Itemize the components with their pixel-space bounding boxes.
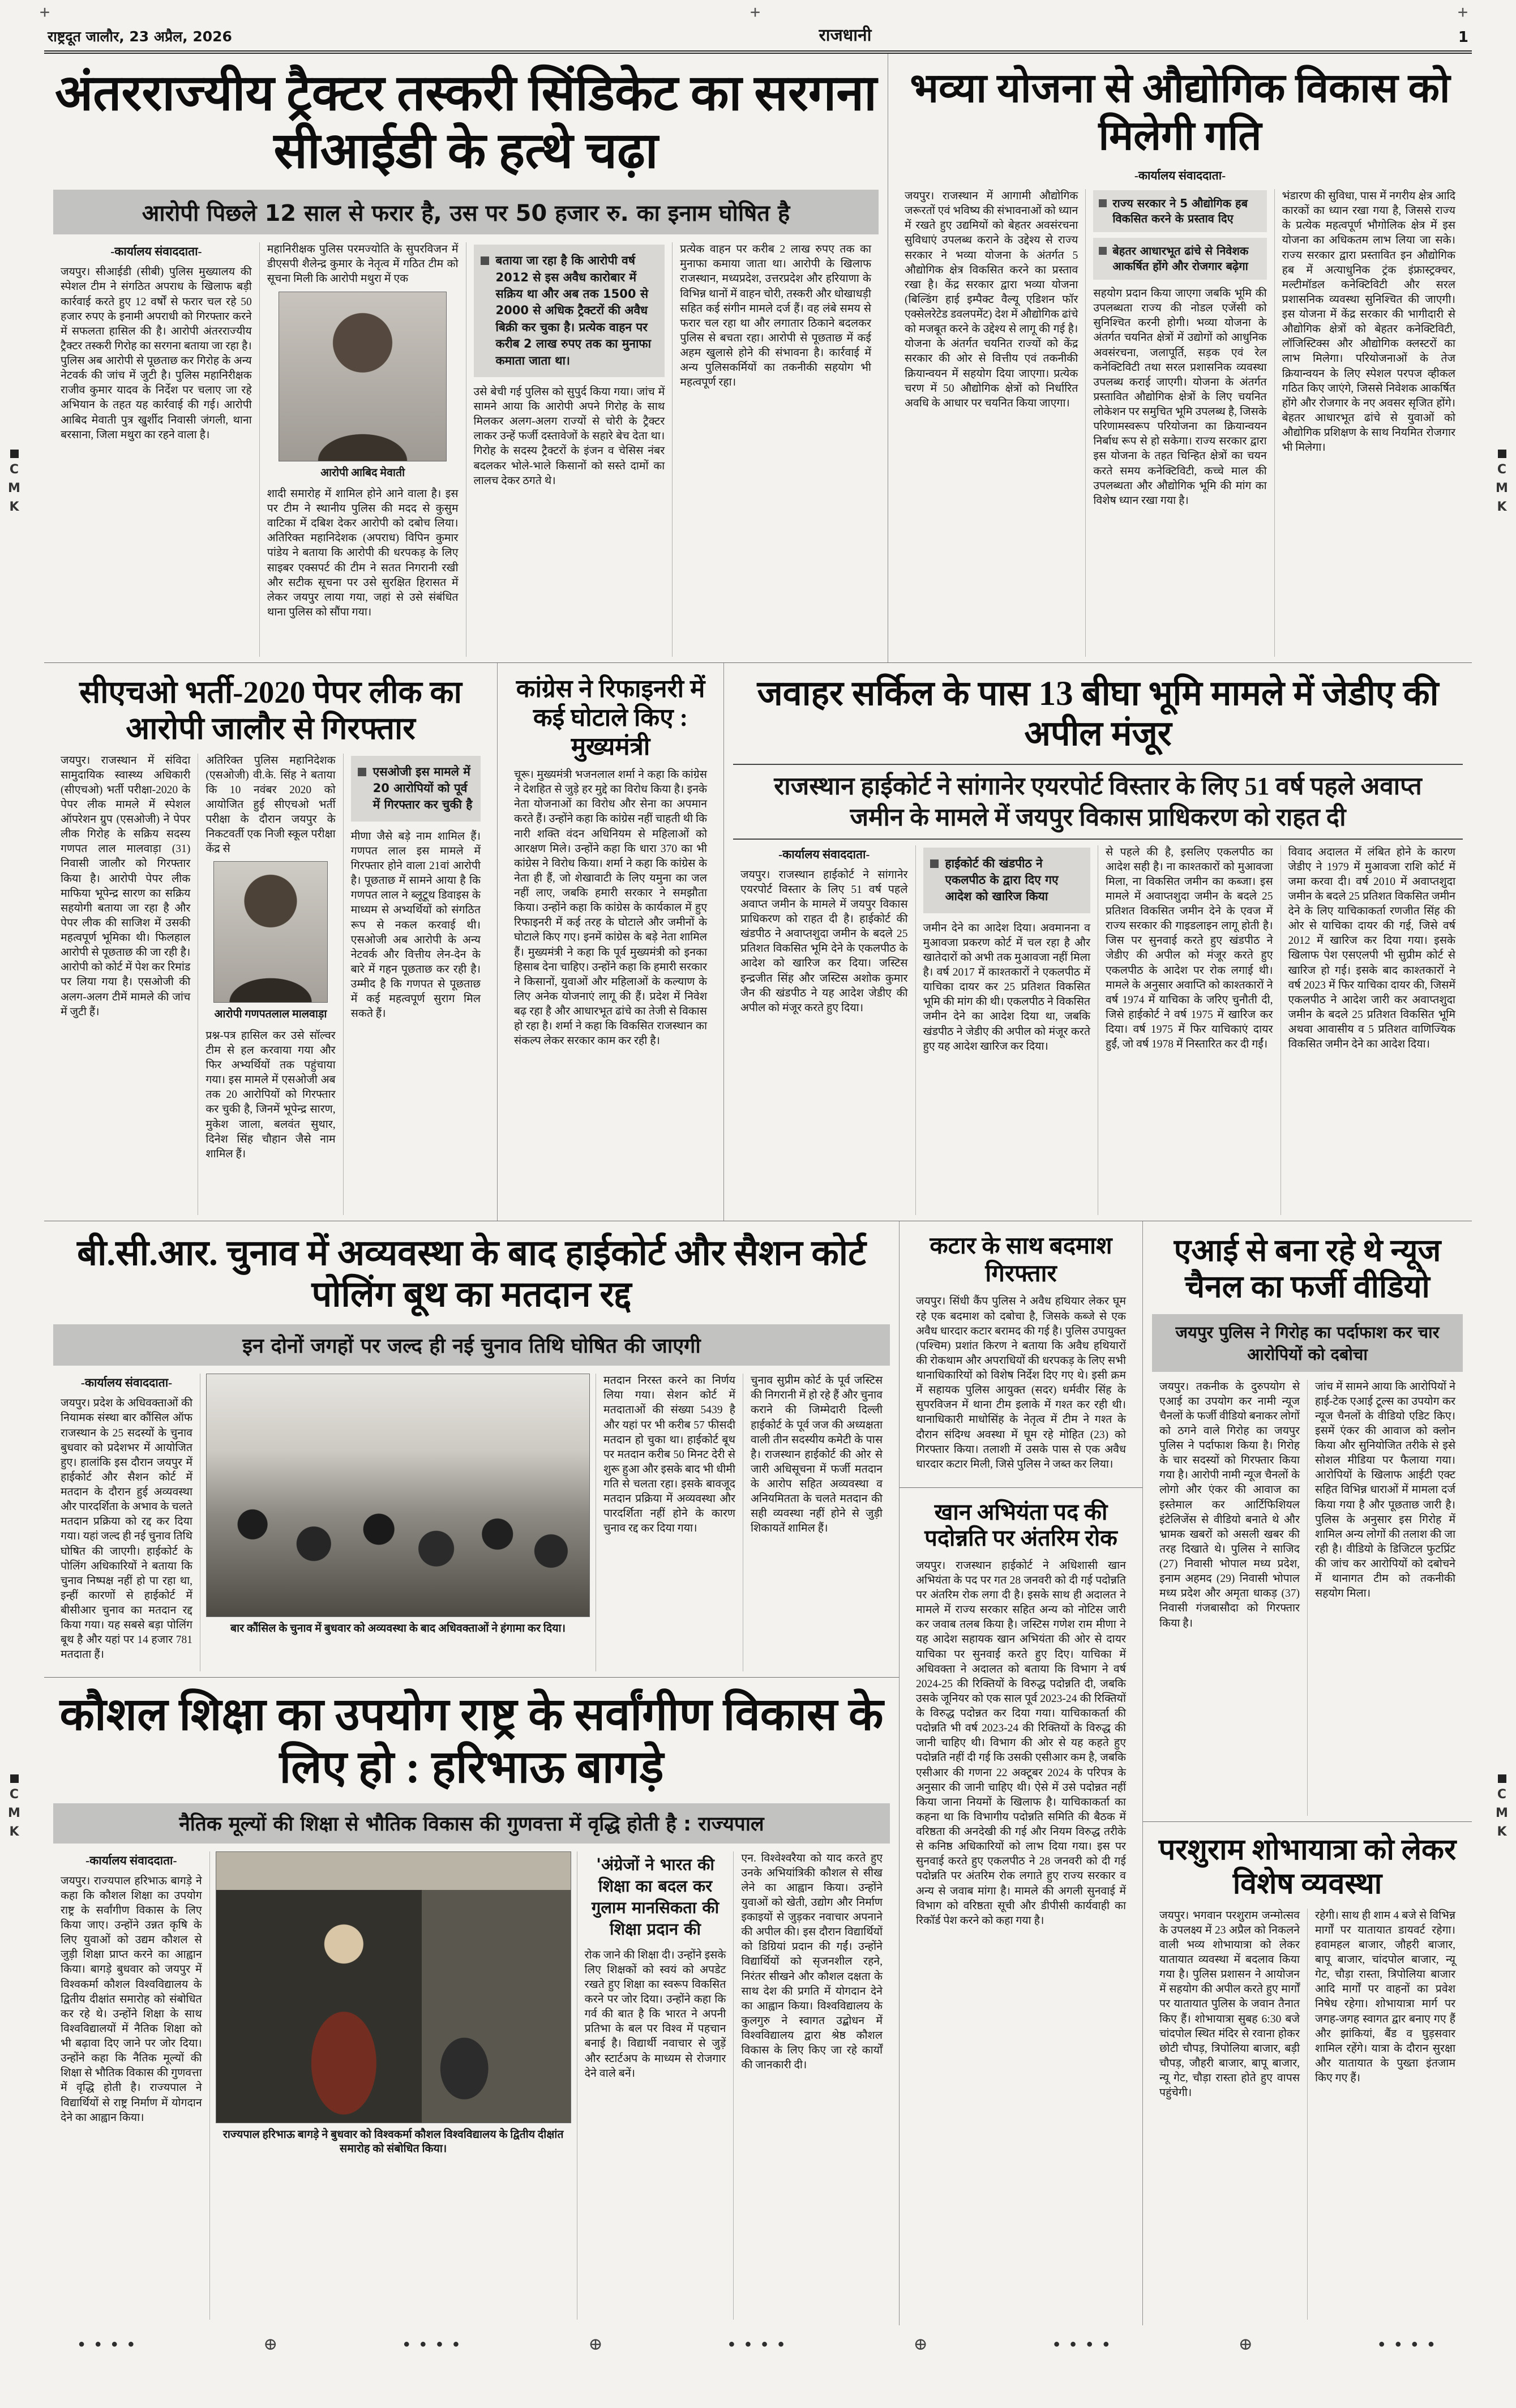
body-text: जयपुर। राजस्थान हाईकोर्ट ने अधिशासी खान अभियंता के पद पर गत 28 जनवरी को दी गई पदोन्नति पर अंतरिम रोक लगा दी है। इसके साथ ही अदालत ने मामले में राज्य सरकार सहित अन्य को नोटिस जारी कर जवाब तलब किया है। जस्टिस गणेश राम मीणा ने यह आदेश सहायक खान अभियंता की ओर से दायर याचिका पर सुनवाई करते हुए दिए। याचिका में अधिवक्ता ने अदालत को बताया कि विभाग ने वर्ष 2024-25 की रिक्तियों के विरुद्ध पदोन्नति दी, जबकि उसके जूनियर को एक साल पूर्व 2023-24 की रिक्तियों के विरुद्ध पदोन्नत कर दिया गया। याचिकाकर्ता की पदोन्नति भी वर्ष 2023-24 की रिक्तियों के विरुद्ध की जानी चाहिए थी। विभाग की ओर से यह कहते हुए पदोन्नति नहीं दी गई कि उसकी एसीआर कम है, जबकि एसीआर की गणना 22 अक्टूबर 2024 के परिपत्र के अनुसार की जानी चाहिए थी। ऐसे में उसे पदोन्नत नहीं किया जाना नियमों के खिलाफ है। याचिकाकर्ता का कहना था कि विभागीय पदोन्नति समिति की बैठक में वरिष्ठता की अनदेखी की गई और नियम विरुद्ध तरीके से कनिष्ठ अधिकारियों को लाभ दिया गया। इस पर सुनवाई करते हुए एकलपीठ ने 28 जनवरी को दी गई पदोन्नति पर अंतरिम रोक लगाते हुए राज्य सरकार व अन्य से जवाब मांगा है। मामले की अगली सुनवाई में विभाग को वरिष्ठता सूची और डीपीसी कार्यवाही का रिकॉर्ड पेश करने को कहा गया है। (916, 1559, 1126, 1927)
cmyk-letter-m: M (1496, 1806, 1508, 1820)
body-text: मतदान निरस्त करने का निर्णय लिया गया। सेशन कोर्ट में मतदाताओं की संख्या 5439 है और यहां पर भी करीब 57 फीसदी मतदान हो चुका था। हाईकोर्ट बूथ पर मतदान करीब 50 मिनट देरी से शुरू हुआ और इसके बाद भी धीमी गति से चलता रहा। इसके बावजूद मतदान प्रक्रिया में अव्यवस्था और पारदर्शिता नहीं होने के कारण चुनाव रद्द कर दिया गया। (603, 1375, 735, 1535)
body-text: जयपुर। प्रदेश के अधिवक्ताओं की नियामक संस्था बार कौंसिल ऑफ राजस्थान के 25 सदस्यों के चुनाव बुधवार को प्रदेशभर में आयोजित हुए। हालांकि इस दौरान जयपुर में हाईकोर्ट और सैशन कोर्ट में मतदान के दौरान हुई अव्यवस्था और पारदर्शिता के अभाव के चलते मतदान प्रक्रिया को रद्द कर दिया गया। यहां जल्द ही नई चुनाव तिथि घोषित की जाएगी। हाईकोर्ट के पोलिंग अधिकारियों ने बताया कि चुनाव निष्पक्ष नहीं हो पा रहा था, इन्हीं कारणों से हाईकोर्ट में बीसीआर चुनाव का मतदान रद्द किया गया। यह सबसे बड़ा पोलिंग बूथ है और यहां पर 14 हजार 781 मतदाता हैं। (61, 1397, 192, 1661)
headline: सीएचओ भर्ती-2020 पेपर लीक का आरोपी जालौर से गिरफ्तार (79, 675, 462, 746)
square-bullet-icon (358, 768, 366, 776)
subheadline-band: आरोपी पिछले 12 साल से फरार है, उस पर 50 हजार रु. का इनाम घोषित है (53, 190, 879, 234)
registration-mark-icon: ⊕ (913, 2335, 928, 2354)
highlight-box (351, 756, 481, 822)
cmyk-letter-c: C (9, 463, 19, 477)
cmyk-letter-k: K (1497, 1825, 1507, 1839)
cmyk-letter-k: K (1497, 500, 1507, 514)
headline: जवाहर सर्किल के पास 13 बीघा भूमि मामले में जेडीए की अपील मंजूर (757, 675, 1439, 753)
crop-mark-top-right: + (1458, 2, 1468, 22)
body-column (343, 754, 488, 1215)
subheadline: राजस्थान हाईकोर्ट ने सांगानेर एयरपोर्ट विस्तार के लिए 51 वर्ष पहले अवाप्त जमीन के मामले में जयपुर विकास प्राधिकरण को राहत दी (733, 764, 1463, 840)
bullet-text: बेहतर आधारभूत ढांचे से निवेशक आकर्षित होंगे और रोजगार बढ़ेगा (1112, 244, 1249, 273)
article-ai-fake-videos (1143, 1221, 1472, 1821)
registration-mark-icon: ⊕ (588, 2335, 603, 2354)
newspaper-page (44, 19, 1472, 2354)
highlight-box (474, 245, 665, 377)
body-text: भंडारण की सुविधा, पास में नगरीय क्षेत्र आदि कारकों का ध्यान रखा गया है, जिससे राज्य के प्रत्येक महत्वपूर्ण भौगोलिक क्षेत्र में इस योजना का अधिकतम लाभ लिया जा सके। राज्य सरकार द्वारा प्रस्तावित इन औद्योगिक हब में अत्याधुनिक ट्रंक इंफ्रास्ट्रक्चर, मल्टीमॉडल कनेक्टिविटी और सरल प्रशासनिक व्यवस्था सुनिश्चित की जाएगी। इस योजना में केंद्र सरकार की भागीदारी से औद्योगिक क्षेत्रों को बेहतर कनेक्टिविटी, लॉजिस्टिक्स और औद्योगिक क्लस्टरों का लाभ मिलेगा। परियोजनाओं के तेज क्रियान्वयन के लिए स्पेशल परपज व्हीकल गठित किए जाएंगे, जिससे निवेशक आकर्षित होंगे और रोजगार के नए अवसर सृजित होंगे। बेहतर आधारभूत ढांचे से युवाओं को औद्योगिक प्रशिक्षण के साथ नियमित रोजगार भी मिलेगा। (1282, 190, 1455, 454)
headline: कांग्रेस ने रिफाइनरी में कई घोटाले किए : मुख्यमंत्री (516, 675, 705, 761)
headline: कौशल शिक्षा का उपयोग राष्ट्र के सर्वांगीण विकास के लिए हो : हरिभाऊ बागड़े (59, 1690, 884, 1793)
headline: परशुराम शोभायात्रा को लेकर विशेष व्यवस्था (1158, 1834, 1457, 1901)
photo-block (209, 1851, 577, 2320)
body-column (1152, 1380, 1307, 1816)
square-bullet-icon (930, 859, 939, 868)
body-column (1085, 189, 1274, 657)
body-column (53, 1374, 200, 1671)
body-text: जयपुर। सीआईडी (सीबी) पुलिस मुख्यालय की स्पेशल टीम ने संगठित अपराध के खिलाफ बड़ी कार्रवाई करते हुए 12 वर्षों से फरार चल रहे 50 हजार रुपए के इनामी अपराधी को गिरफ्तार करने में सफलता हासिल की है। आरोपी अंतरराज्यीय ट्रैक्टर तस्करी गिरोह का सरगना बताया जा रहा है। पुलिस अब आरोपी से पूछताछ कर गिरोह के अन्य नेटवर्क की जांच में जुटी है। पुलिस महानिरीक्षक राजीव कुमार यादव के निर्देश पर चलाए जा रहे अभियान के तहत यह कार्रवाई की गई। आरोपी आबिद मेवाती पुत्र खुर्शीद निवासी जंगली, थाना बरसाना, जिला मथुरा का रहने वाला है। (61, 266, 252, 441)
registration-mark-icon: ⊕ (1238, 2335, 1253, 2354)
body-column (466, 242, 673, 657)
photo-block (200, 1374, 596, 1671)
headline: कटार के साथ बदमाश गिरफ्तार (930, 1233, 1112, 1287)
section-title: राजधानी (819, 25, 872, 45)
bullet-item (1093, 238, 1266, 280)
calibration-dots: ● ● ● ● (403, 2338, 463, 2350)
registration-square (1498, 1774, 1506, 1783)
photo-caption: आरोपी आबिद मेवाती (320, 467, 405, 479)
body-text: उसे बेची गई पुलिस को सुपुर्द किया गया। जांच में सामने आया कि आरोपी अपने गिरोह के साथ मिलकर अलग-अलग राज्यों से चोरी के ट्रैक्टर लाकर उन्हें फर्जी दस्तावेजों के सहारे बेच देता था। गिरोह के सदस्य ट्रैक्टरों के इंजन व चेसिस नंबर बदलकर भोले-भाले किसानों को सस्ते दामों का लालच देकर ठगते थे। (473, 386, 665, 487)
body-text: रोक जाने की शिक्षा दी। उन्होंने इसके लिए शिक्षकों को स्वयं को अपडेट रखते हुए शिक्षा का स्वरूप विकसित करने पर जोर दिया। उन्होंने कहा कि गर्व की बात है कि भारत ने अपनी प्रतिभा के बल पर विश्व में पहचान बनाई है। विद्यार्थी नवाचार से जुड़ें और स्टार्टअप के माध्यम से रोजगार देने वाले बनें। (584, 1949, 726, 2080)
body-column (1281, 845, 1463, 1216)
photo-caption: राज्यपाल हरिभाऊ बागड़े ने बुधवार को विश्वकर्मा कौशल विश्वविद्यालय के द्वितीय दीक्षांत समारोह को संबोधित किया। (222, 2128, 564, 2155)
body-text: प्रत्येक वाहन पर करीब 2 लाख रुपए तक का मुनाफा कमाया जाता था। आरोपी के खिलाफ राजस्थान, मध्यप्रदेश, उत्तरप्रदेश और हरियाणा के विभिन्न थानों में वाहन चोरी, तस्करी और धोखाधड़ी सहित कई संगीन मामले दर्ज हैं। वह लंबे समय से फरार चल रहा था और लगातार ठिकाने बदलकर पुलिस से बचता रहा। आरोपी से पूछताछ में कई अहम खुलासे होने की संभावना है। कार्रवाई में अन्य पुलिसकर्मियों का तकनीकी सहयोग भी महत्वपूर्ण रहा। (680, 243, 871, 389)
body-text: एन. विश्वेश्वरैया को याद करते हुए उनके अभियांत्रिकी कौशल से सीख लेने का आह्वान किया। उन्होंने युवाओं को खेती, उद्योग और निर्माण इकाइयों से जुड़कर नवाचार अपनाने की अपील की। इस दौरान विद्यार्थियों को डिग्रियां प्रदान की गईं। उन्होंने विद्यार्थियों को सृजनशील रहने, निरंतर सीखने और कौशल दक्षता के साथ देश की प्रगति में योगदान देने का आह्वान किया। विश्वविद्यालय के कुलगुरु ने स्वागत उद्बोधन में विश्वविद्यालय द्वारा श्रेष्ठ कौशल विकास के लिए किए जा रहे कार्यों की जानकारी दी। (741, 1852, 883, 2072)
crop-mark-top-left: + (40, 2, 50, 22)
body-column (743, 1374, 890, 1671)
bullet-item (1093, 190, 1266, 232)
body-column (259, 242, 466, 657)
calibration-dots: ● ● ● ● (728, 2338, 788, 2350)
body-column (198, 754, 342, 1215)
photo-caption: बार कौंसिल के चुनाव में बुधवार को अव्यवस्था के बाद अधिवक्ताओं ने हंगामा कर दिया। (230, 1623, 566, 1635)
edition-dateline: राष्ट्रदूत जालौर, 23 अप्रैल, 2026 (48, 28, 232, 45)
body-column (53, 754, 198, 1215)
highlight-text: एसओजी इस मामले में 20 आरोपियों को पूर्व में गिरफ्तार कर चुकी है (372, 764, 473, 812)
body-text: जयपुर। भगवान परशुराम जन्मोत्सव के उपलक्ष्य में 23 अप्रैल को निकलने वाली भव्य शोभायात्रा को लेकर यातायात व्यवस्था में बदलाव किया गया है। पुलिस प्रशासन ने आयोजन में सहयोग की अपील करते हुए मार्गों पर यातायात पुलिस के जवान तैनात किए हैं। शोभायात्रा सुबह 6:30 बजे चांदपोल स्थित मंदिर से रवाना होकर छोटी चौपड़, त्रिपोलिया बाजार, बड़ी चौपड़, जौहरी बाजार, बापू बाजार, न्यू गेट, चौड़ा रास्ता होते हुए वापस पहुंचेगी। (1159, 1909, 1300, 2099)
body-column (672, 242, 879, 657)
cmyk-strip-right-lower (1492, 1772, 1511, 1841)
headline: अंतरराज्यीय ट्रैक्टर तस्करी सिंडिकेट का सरगना सीआईडी के हत्थे चढ़ा (55, 66, 877, 179)
body-text: चुनाव सुप्रीम कोर्ट के पूर्व जस्टिस की निगरानी में हो रहे हैं और चुनाव कराने की जिम्मेदारी दिल्ली हाईकोर्ट के पूर्व जज की अध्यक्षता वाली तीन सदस्यीय कमेटी के पास है। राजस्थान हाईकोर्ट की ओर से जारी अधिसूचना में फर्जी मतदान के आरोप सहित अव्यवस्था व अनियमितता के चलते मतदान की सही व्यवस्था नहीं होने से जुड़ी शिकायतें शामिल हैं। (751, 1375, 883, 1535)
body-text: जयपुर। तकनीक के दुरुपयोग से एआई का उपयोग कर नामी न्यूज चैनलों के फर्जी वीडियो बनाकर लोगों को ठगने वाले गिरोह का जयपुर पुलिस ने पर्दाफाश किया है। गिरोह के चार सदस्यों को गिरफ्तार किया गया है। आरोपी नामी न्यूज चैनलों के लोगो और एंकर की आवाज का इस्तेमाल कर आर्टिफिशियल इंटेलिजेंस से वीडियो बनाते थे और भ्रामक खबरों को असली खबर की तरह दिखाते थे। पुलिस ने साजिद (27) निवासी भोपाल मध्य प्रदेश, इनाम अहमद (29) निवासी भोपाल मध्य प्रदेश और अमृता धाकड़ (37) निवासी गंजबासौदा को गिरफ्तार किया है। (1159, 1380, 1300, 1629)
highlight-text: बताया जा रहा है कि आरोपी वर्ष 2012 से इस अवैध कारोबार में सक्रिय था और अब तक 1500 से 2000 से अधिक ट्रैक्टरों की अवैध बिक्री कर चुका है। प्रत्येक वाहन पर करीब 2 लाख रुपए तक का मुनाफा कमाता जाता था। (495, 254, 652, 367)
body-column (733, 1851, 890, 2320)
highlight-bullets (1093, 190, 1266, 280)
body-text: जयपुर। राजस्थान हाईकोर्ट ने सांगानेर एयरपोर्ट विस्तार के लिए 51 वर्ष पहले अवाप्त जमीन के मामले में जयपुर विकास प्राधिकरण को राहत दी है। हाईकोर्ट की खंडपीठ ने अवाप्तशुदा जमीन के बदले 25 प्रतिशत विकसित भूमि देने के एकलपीठ के आदेश को खारिज कर दिया। जस्टिस इन्द्रजीत सिंह और जस्टिस अशोक कुमार जैन की खंडपीठ ने यह आदेश जेडीए की अपील को मंजूर करते हुए दिया। (740, 869, 908, 1014)
square-bullet-icon (481, 256, 489, 265)
body-column (915, 845, 1098, 1216)
crowd-photo (206, 1374, 590, 1617)
crop-mark-top-center: + (750, 2, 761, 22)
body-text: जमीन देने का आदेश दिया। अवमानना व मुआवजा प्रकरण कोर्ट में चल रहा है और खातेदारों को अभी तक मुआवजा नहीं मिला है। वर्ष 2017 में काश्तकारों ने एकलपीठ में याचिका दायर कर 25 प्रतिशत विकसित भूमि की मांग की थी। एकलपीठ ने विकसित जमीन देने का आदेश दिया था, जबकि खंडपीठ ने जेडीए की अपील को मंजूर करते हुए यह आदेश खारिज कर दिया। (923, 922, 1090, 1053)
article-mine-engineer-promotion (900, 1488, 1142, 2325)
headline: बी.सी.आर. चुनाव में अव्यवस्था के बाद हाईकोर्ट और सैशन कोर्ट पोलिंग बूथ का मतदान रद्द (77, 1233, 866, 1315)
cmyk-letter-c: C (1497, 463, 1507, 477)
body-text: विवाद अदालत में लंबित होने के कारण जेडीए ने 1979 में मुआवजा राशि कोर्ट में जमा करवा दी। वर्ष 2010 में अवाप्तशुदा जमीन के बदले 25 प्रतिशत विकसित जमीन देने के लिए याचिकाकर्ता रणजीत सिंह की ओर से याचिका दायर की गई, जिसे वर्ष 2012 में खारिज कर दिया गया। इसके खिलाफ पेश एसएलपी भी सुप्रीम कोर्ट से खारिज हो गई। इसके बाद काश्तकारों ने वर्ष 2023 में फिर याचिका दायर की, जिसमें एकलपीठ ने आदेश जारी कर अवाप्तशुदा जमीन के बदले 25 प्रतिशत विकसित भूमि अथवा आवासीय व 5 प्रतिशत वाणिज्यिक विकसित जमीन देने का आदेश दिया। (1288, 846, 1455, 1051)
body-text: जांच में सामने आया कि आरोपियों ने हाई-टेक एआई टूल्स का उपयोग कर न्यूज चैनलों के वीडियो एडिट किए। इसमें एंकर की आवाज को क्लोन किया और सुनियोजित तरीके से इसे सोशल मीडिया पर फैलाया गया। आरोपियों के खिलाफ आईटी एक्ट सहित विभिन्न धाराओं में मामला दर्ज किया गया है और पूछताछ जारी है। पुलिस के अनुसार इस गिरोह में शामिल अन्य लोगों की तलाश की जा रही है। वीडियो के डिजिटल फुटप्रिंट की जांच कर आरोपियों को दबोचने में थानागत टीम को तकनीकी सहयोग मिला। (1315, 1380, 1455, 1600)
registration-square (10, 1774, 19, 1783)
article-cho-paper-leak (44, 663, 497, 1221)
body-column (1307, 1909, 1463, 2320)
page-number: 1 (1458, 29, 1468, 46)
square-bullet-icon (1099, 247, 1107, 255)
body-text: रहेगी। साथ ही शाम 4 बजे से विभिन्न मार्गों पर यातायात डायवर्ट रहेगा। हवामहल बाजार, जौहरी बाजार, बापू बाजार, चांदपोल बाजार, न्यू गेट, चौड़ा रास्ता, त्रिपोलिया बाजार आदि मार्गों पर वाहनों का प्रवेश निषेध रहेगा। शोभायात्रा मार्ग पर जगह-जगह स्वागत द्वार बनाए गए हैं और झांकियां, बैंड व घुड़सवार शामिल रहेंगे। यात्रा के दौरान सुरक्षा और यातायात के पुख्ता इंतजाम किए गए हैं। (1315, 1909, 1455, 2084)
article-dagger-arrest (900, 1221, 1142, 1487)
byline: -कार्यालय संवाददाता- (778, 847, 870, 861)
headline: भव्या योजना से औद्योगिक विकास को मिलेगी गति (910, 66, 1450, 159)
calibration-dots: ● ● ● ● (1053, 2338, 1113, 2350)
body-text: अतिरिक्त पुलिस महानिदेशक (एसओजी) वी.के. सिंह ने बताया कि 10 नवंबर 2020 को आयोजित हुई सीएचओ भर्ती परीक्षा के दौरान जयपुर के निकटवर्ती एक निजी स्कूल परीक्षा केंद्र से (205, 754, 336, 856)
photo-caption: आरोपी गणपतलाल मालवाड़ा (214, 1008, 327, 1021)
registration-mark-icon: ⊕ (263, 2335, 278, 2354)
masthead (44, 19, 1472, 54)
bullet-text: राज्य सरकार ने 5 औद्योगिक हब विकसित करने के प्रस्ताव दिए (1112, 196, 1248, 226)
cmyk-letter-k: K (9, 1825, 19, 1839)
body-text: जयपुर। राज्यपाल हरिभाऊ बागड़े ने कहा कि कौशल शिक्षा का उपयोग राष्ट्र के सर्वांगीण विकास के लिए किया जाए। उन्होंने उन्नत कृषि के लिए युवाओं को उद्यम कौशल से जुड़ी शिक्षा प्राप्त करने का आह्वान किया। बागड़े बुधवार को जयपुर में विश्वकर्मा कौशल विश्वविद्यालय के द्वितीय दीक्षांत समारोह को संबोधित कर रहे थे। उन्होंने शिक्षा के साथ विश्वविद्यालयों में नैतिक शिक्षा को भी बढ़ावा दिए जाने पर जोर दिया। उन्होंने कहा कि नैतिक मूल्यों की शिक्षा से भौतिक विकास की गुणवत्ता में वृद्धि होती है। राज्यपाल ने विद्यार्थियों से राष्ट्र निर्माण में योगदान देने का आह्वान किया। (61, 1875, 202, 2124)
highlight-text: हाईकोर्ट की खंडपीठ ने एकलपीठ के द्वारा दिए गए आदेश को खारिज किया (945, 856, 1059, 904)
body-column (507, 768, 714, 1215)
article-tractor-smuggling (44, 54, 888, 662)
mugshot-photo (213, 861, 328, 1003)
governor-speech-photo (216, 1851, 571, 2123)
body-column (897, 189, 1085, 657)
body-column (53, 242, 259, 657)
byline: -कार्यालय संवाददाता- (1134, 169, 1226, 183)
cmyk-strip-left-upper (5, 447, 24, 516)
cmyk-letter-c: C (9, 1787, 19, 1802)
body-text: जयपुर। राजस्थान में संविदा सामुदायिक स्वास्थ्य अधिकारी (सीएचओ) भर्ती परीक्षा-2020 के पेपर लीक मामले में स्पेशल ऑपरेशन ग्रुप (एसओजी) ने पेपर लीक गिरोह के सक्रिय सदस्य गणपत लाल मालवाड़ा (31) निवासी जालौर को गिरफ्तार किया है। आरोपी पेपर लीक माफिया भूपेन्द्र सारण का सक्रिय सहयोगी बताया जा रहा है और पेपर लीक की साजिश में उसकी महत्वपूर्ण भूमिका थी। फिलहाल आरोपी से पूछताछ की जा रही है। आरोपी को कोर्ट में पेश कर रिमांड पर लिया गया है। एसओजी की अलग-अलग टीमें मामले की जांच में जुटी हैं। (61, 754, 191, 1018)
byline: -कार्यालय संवाददाता- (80, 1376, 173, 1390)
body-text: प्रश्न-पत्र हासिल कर उसे सॉल्वर टीम से हल करवाया गया और फिर अभ्यर्थियों तक पहुंचाया गया। इस मामले में एसओजी अब तक 20 आरोपियों को गिरफ्तार कर चुकी है, जिनमें भूपेन्द्र सारण, मुकेश जाला, बलवंत सुथार, दिनेश सिंह चौहान जैसे नाम शामिल हैं। (205, 1029, 336, 1160)
headline: खान अभियंता पद की पदोन्नति पर अंतरिम रोक (924, 1499, 1117, 1551)
body-column (1098, 845, 1281, 1216)
body-column (577, 1851, 734, 2320)
byline: -कार्यालय संवाददाता- (85, 1853, 177, 1867)
body-column (1307, 1380, 1463, 1816)
subheadline-band: जयपुर पुलिस ने गिरोह का पर्दाफाश कर चार आरोपियों को दबोचा (1152, 1314, 1463, 1372)
body-column (909, 1294, 1133, 1482)
registration-square (1498, 450, 1506, 458)
body-column (733, 845, 915, 1216)
article-skill-education (44, 1678, 899, 2325)
cmyk-letter-m: M (8, 481, 20, 495)
highlight-box (923, 848, 1091, 913)
body-text: मीणा जैसे बड़े नाम शामिल हैं। गणपत लाल इस मामले में गिरफ्तार होने वाला 21वां आरोपी है। पूछताछ में सामने आया है कि गणपत लाल ने ब्लूटूथ डिवाइस के माध्यम से अभ्यर्थियों को संगठित रूप से नकल करवाई थी। एसओजी अब आरोपी के अन्य नेटवर्क और वित्तीय लेन-देन के बारे में गहन पूछताछ कर रही है। उम्मीद है कि गणपत से पूछताछ में कई महत्वपूर्ण सुराग मिल सकते हैं। (350, 830, 481, 1020)
calibration-dots: ● ● ● ● (1378, 2338, 1438, 2350)
body-text: शादी समारोह में शामिल होने आने वाला है। इस पर टीम ने स्थानीय पुलिस की मदद से कुसुम वाटिका में दबिश देकर आरोपी को दबोच लिया। अतिरिक्त महानिदेशक (अपराध) विपिन कुमार पांडेय ने बताया कि आरोपी की धरपकड़ के लिए साइबर एक्सपर्ट की टीम ने सतत निगरानी रखी और सटीक सूचना पर उसे सुरक्षित हिरासत में लेकर जयपुर लाया गया, जहां से उसे संबंधित थाना पुलिस को सौंपा गया। (267, 487, 459, 618)
cmyk-letter-m: M (8, 1806, 20, 1820)
body-text: जयपुर। राजस्थान में आगामी औद्योगिक जरूरतों एवं भविष्य की संभावनाओं को ध्यान में रखते हुए उद्यमियों को बेहतर अवसंरचना सुविधाएं उपलब्ध कराने के उद्देश्य से राज्य सरकार ने भव्या योजना के अंतर्गत 5 औद्योगिक क्षेत्र विकसित करने का प्रस्ताव रखा है। केंद्र सरकार द्वारा भव्या योजना (बिल्डिंग हाई इम्पैक्ट वैल्यू एडिशन फॉर एक्सेलरेटेड डवलपमेंट) देश में औद्योगिक ढांचे को मजबूत करने के उद्देश्य से लागू की गई है। योजना के अंतर्गत चयनित राज्यों को केंद्र सरकार की ओर से वित्तीय एवं तकनीकी क्रियान्वयन में सहयोग दिया जाएगा। प्रत्येक चरण में 50 औद्योगिक क्षेत्रों को निर्धारित अवधि के आधार पर चयनित किया जाएगा। (905, 190, 1078, 409)
body-text: जयपुर। सिंधी कैंप पुलिस ने अवैध हथियार लेकर घूम रहे एक बदमाश को दबोचा है, जिसके कब्जे से एक अवैध धारदार कटार बरामद की गई है। पुलिस उपायुक्त (पश्चिम) प्रशांत किरण ने बताया कि अवैध हथियारों की रोकथाम और अपराधियों की धरपकड़ के लिए सभी थानाधिकारियों को विशेष निर्देश दिए गए थे। इसी क्रम में सहायक पुलिस आयुक्त (सदर) धर्मवीर सिंह के सुपरविजन में थाना टीम इलाके में गश्त कर रही थी। थानाधिकारी माधोसिंह के नेतृत्व में टीम ने गश्त के दौरान संदिग्ध अवस्था में घूम रहे मोहित (23) को गिरफ्तार किया। तलाशी में उसके पास से एक अवैध धारदार कटार मिली, जिसे पुलिस ने जब्त कर लिया। (916, 1295, 1126, 1470)
subheadline-band: इन दोनों जगहों पर जल्द ही नई चुनाव तिथि घोषित की जाएगी (53, 1324, 890, 1366)
registration-square (10, 450, 19, 458)
body-column (1274, 189, 1463, 657)
square-bullet-icon (1099, 199, 1107, 207)
article-parshuram-procession (1143, 1822, 1472, 2325)
body-text: से पहले की है, इसलिए एकलपीठ का आदेश सही है। ना काश्तकारों को मुआवजा मिला, ना विकसित जमीन का कब्जा। इस मामले में अवाप्तशुदा जमीन के बदले 25 प्रतिशत विकसित जमीन देने के एवज में राज्य सरकार की गाइडलाइन लागू होती है। जिस पर सुनवाई करते हुए खंडपीठ ने जेडीए की अपील को मंजूर करते हुए एकलपीठ के आदेश पर रोक लगाई थी। मामले के अनुसार अवाप्ति को काश्तकारों ने वर्ष 1974 में याचिका के जरिए चुनौती दी, जिसे हाईकोर्ट ने वर्ष 1975 में खारिज कर दिया। वर्ष 1975 में फिर याचिकाएं दायर हुईं, जो वर्ष 1978 में निस्तारित कर दी गईं। (1106, 846, 1273, 1051)
body-text: महानिरीक्षक पुलिस परमज्योति के सुपरविजन में डीएसपी शैलेन्द्र कुमार के नेतृत्व में गठित टीम को सूचना मिली कि आरोपी मथुरा में एक (267, 243, 459, 285)
body-column (596, 1374, 743, 1671)
body-text: सहयोग प्रदान किया जाएगा जबकि भूमि की उपलब्धता राज्य की नोडल एजेंसी को सुनिश्चित करनी होगी। भव्या योजना के अंतर्गत चयनित क्षेत्रों में उद्योगों को आधुनिक अवसंरचना, जलापूर्ति, सड़क एवं रेल कनेक्टिविटी तथा सरल प्रशासनिक व्यवस्था उपलब्ध कराई जाएगी। योजना के अंतर्गत प्रस्तावित औद्योगिक क्षेत्रों के लिए चयनित लोकेशन पर समुचित भूमि उपलब्ध है, जिसके परिणामस्वरूप परियोजना का क्रियान्वयन निर्बाध रूप से हो सकेगा। राज्य सरकार द्वारा इस योजना के तहत चिन्हित क्षेत्रों का चयन करते समय कनेक्टिविटी, कच्चे माल की उपलब्धता और औद्योगिक भूमि की मांग का विशेष ध्यान रखा गया है। (1093, 288, 1267, 507)
cmyk-letter-m: M (1496, 481, 1508, 495)
subheadline-band: नैतिक मूल्यों की शिक्षा से भौतिक विकास की गुणवत्ता में वृद्धि होती है : राज्यपाल (53, 1803, 890, 1844)
article-jda-appeal (723, 663, 1472, 1221)
body-column (53, 1851, 209, 2320)
cmyk-letter-k: K (9, 500, 19, 514)
article-bcr-election (44, 1221, 899, 1677)
calibration-dots: ● ● ● ● (78, 2338, 138, 2350)
cmyk-strip-left-lower (5, 1772, 24, 1841)
body-column (909, 1559, 1133, 2320)
cmyk-strip-right-upper (1492, 447, 1511, 516)
body-column (1152, 1909, 1307, 2320)
body-text: चूरू। मुख्यमंत्री भजनलाल शर्मा ने कहा कि कांग्रेस ने देशहित से जुड़े हर मुद्दे का विरोध किया है। इनके नेता योजनाओं का विरोध और सेना का अपमान करते हैं। उन्होंने कहा कि कांग्रेस नहीं चाहती थी कि नारी शक्ति वंदन अधिनियम से महिलाओं को आरक्षण मिले। उन्होंने कहा कि धारा 370 का भी कांग्रेस ने विरोध किया। शर्मा ने कहा कि कांग्रेस के नेता ही हैं, जो शेखावाटी के लिए यमुना का जल नहीं लाए, जबकि हमारी सरकार ने समझौता किया। उन्होंने कहा कि कांग्रेस के कार्यकाल में हुए रिफाइनरी में कई तरह के घोटाले और जमीनों के घोटाले किए गए। इनमें कांग्रेस के बड़े नेता शामिल हैं। मुख्यमंत्री ने कहा कि पूर्व मुख्यमंत्री को इनका हिसाब देना चाहिए। उन्होंने कहा कि हमारी सरकार ने किसानों, युवाओं और महिलाओं के कल्याण के लिए अनेक योजनाएं लागू की हैं। प्रदेश में निवेश बढ़ रहा है और आधारभूत ढांचे का तेजी से विकास हो रहा है। शर्मा ने कहा कि विकसित राजस्थान का संकल्प लेकर सरकार काम कर रही है। (514, 769, 707, 1047)
article-cm-refinery-statement (497, 663, 723, 1221)
print-calibration-strip (44, 2334, 1472, 2354)
headline: एआई से बना रहे थे न्यूज चैनल का फर्जी वीडियो (1174, 1233, 1441, 1304)
pull-quote: 'अंग्रेजों ने भारत की शिक्षा का बदल कर गुलाम मानसिकता की शिक्षा प्रदान की (591, 1854, 720, 1939)
cmyk-letter-c: C (1497, 1787, 1507, 1802)
article-bhavya-yojana (888, 54, 1472, 662)
byline: -कार्यालय संवाददाता- (110, 245, 202, 259)
mugshot-photo (279, 292, 447, 461)
